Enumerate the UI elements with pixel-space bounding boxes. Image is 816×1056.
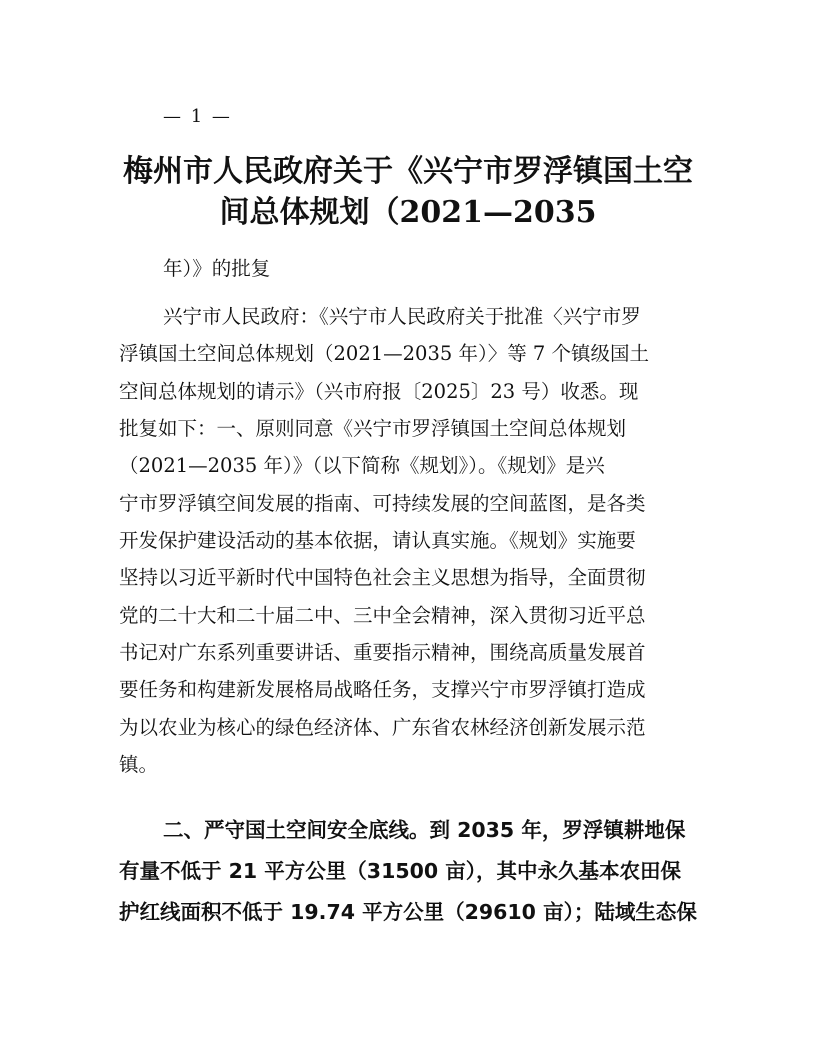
document-title-line-2: 间总体规划（2021—2035 bbox=[219, 195, 597, 230]
paragraph-1-line: 党的二十大和二十届二中、三中全会精神，深入贯彻习近平总 bbox=[119, 604, 646, 627]
title-continuation: 年）》的批复 bbox=[163, 257, 271, 280]
paragraph-1-line: 坚持以习近平新时代中国特色社会主义思想为指导，全面贯彻 bbox=[119, 566, 646, 589]
paragraph-1-line: （2021—2035 年）》（以下简称《规划》）。《规划》是兴 bbox=[119, 454, 605, 477]
paragraph-1-line: 为以农业为核心的绿色经济体、广东省农林经济创新发展示范 bbox=[119, 716, 646, 739]
document-title-line-1: 梅州市人民政府关于《兴宁市罗浮镇国土空 bbox=[123, 154, 693, 189]
paragraph-1-line: 兴宁市人民政府：《兴宁市人民政府关于批准〈兴宁市罗 bbox=[163, 305, 641, 328]
paragraph-1-line: 镇。 bbox=[119, 753, 159, 776]
paragraph-2-line: 有量不低于 21 平方公里（31500 亩），其中永久基本农田保 bbox=[119, 859, 682, 883]
paragraph-1-line: 书记对广东系列重要讲话、重要指示精神，围绕高质量发展首 bbox=[119, 641, 646, 664]
paragraph-1-line: 浮镇国土空间总体规划（2021—2035 年）〉等 7 个镇级国土 bbox=[119, 342, 650, 365]
paragraph-1-line: 开发保护建设活动的基本依据，请认真实施。《规划》实施要 bbox=[119, 529, 636, 552]
paragraph-1-line: 批复如下：一、原则同意《兴宁市罗浮镇国土空间总体规划 bbox=[119, 417, 627, 440]
paragraph-1-line: 要任务和构建新发展格局战略任务，支撑兴宁市罗浮镇打造成 bbox=[119, 678, 646, 701]
paragraph-2-line: 护红线面积不低于 19.74 平方公里（29610 亩）；陆域生态保 bbox=[119, 900, 697, 924]
paragraph-1-line: 空间总体规划的请示》（兴市府报〔2025〕23 号）收悉。现 bbox=[119, 380, 639, 403]
paragraph-1-line: 宁市罗浮镇空间发展的指南、可持续发展的空间蓝图，是各类 bbox=[119, 492, 646, 515]
page-number: — 1 — bbox=[163, 106, 232, 127]
paragraph-2-line: 二、严守国土空间安全底线。到 2035 年，罗浮镇耕地保 bbox=[163, 818, 686, 842]
